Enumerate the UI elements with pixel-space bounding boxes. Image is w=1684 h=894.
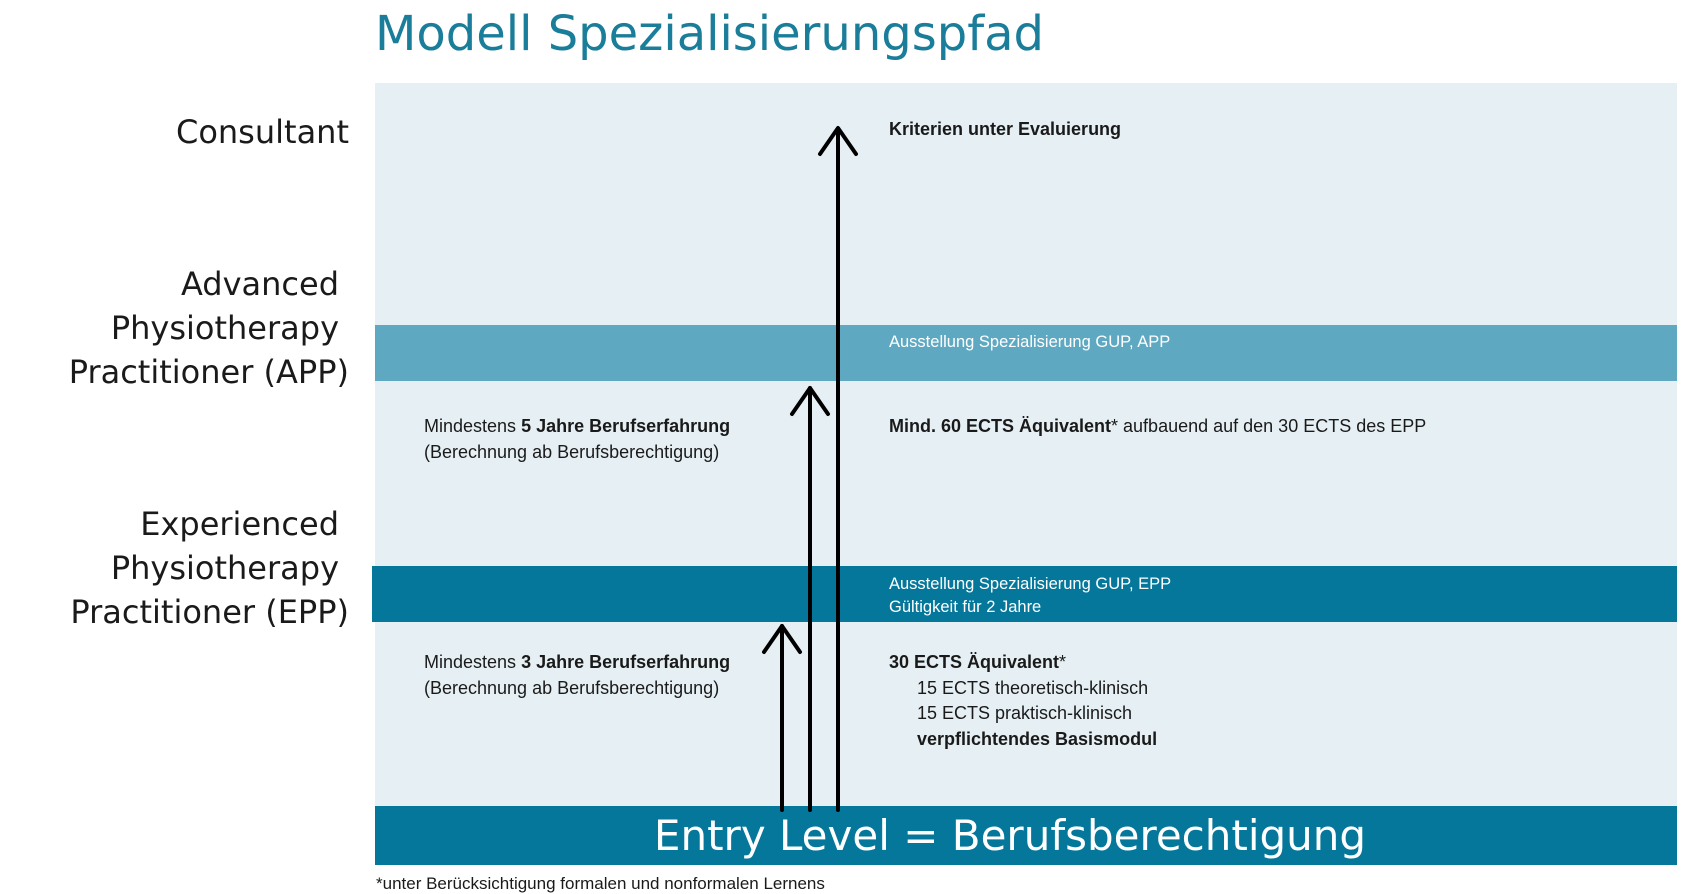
level-epp-line-3: Practitioner (EPP): [70, 593, 349, 631]
level-epp-line-1: Experienced: [140, 505, 339, 543]
epp-band-text-1: Ausstellung Spezialisierung GUP, EPP: [889, 575, 1172, 593]
entry-level-label: Entry Level = Berufsberechtigung: [653, 811, 1367, 860]
level-consultant-label: Consultant: [175, 113, 349, 151]
epp-experience-years: 3 Jahre Berufserfahrung: [521, 652, 731, 672]
epp-ects-star: *: [1059, 652, 1067, 672]
epp-experience-prefix: Mindestens: [424, 652, 522, 672]
app-experience-prefix: Mindestens: [424, 416, 522, 436]
app-ects-rest: * aufbauend auf den 30 ECTS des EPP: [1111, 416, 1427, 436]
epp-ects-mandatory: verpflichtendes Basismodul: [917, 729, 1158, 749]
app-experience-years: 5 Jahre Berufserfahrung: [521, 416, 731, 436]
app-band-text: Ausstellung Spezialisierung GUP, APP: [889, 333, 1171, 351]
epp-ects-bold: 30 ECTS Äquivalent: [889, 652, 1060, 672]
app-experience-note: (Berechnung ab Berufsberechtigung): [424, 442, 720, 462]
epp-ects-item-2: 15 ECTS praktisch-klinisch: [917, 703, 1133, 723]
level-app-line-1: Advanced: [180, 265, 339, 303]
level-app-line-2: Physiotherapy: [110, 309, 339, 347]
app-ects-bold: Mind. 60 ECTS Äquivalent: [889, 416, 1112, 436]
epp-band-text-2: Gültigkeit für 2 Jahre: [889, 598, 1042, 616]
level-app-line-3: Practitioner (APP): [68, 353, 349, 391]
epp-experience-note: (Berechnung ab Berufsberechtigung): [424, 678, 720, 698]
arrow-app: [792, 388, 828, 810]
level-epp-line-2: Physiotherapy: [110, 549, 339, 587]
arrow-epp: [764, 626, 800, 810]
page-title: Modell Spezialisierungspfad: [375, 6, 1044, 62]
arrow-consultant: [820, 128, 856, 810]
epp-ects-item-1: 15 ECTS theoretisch-klinisch: [917, 678, 1149, 698]
consultant-criteria: Kriterien unter Evaluierung: [889, 119, 1122, 139]
footnote: *unter Berücksichtigung formalen und nonformalen Lernens: [376, 874, 825, 893]
